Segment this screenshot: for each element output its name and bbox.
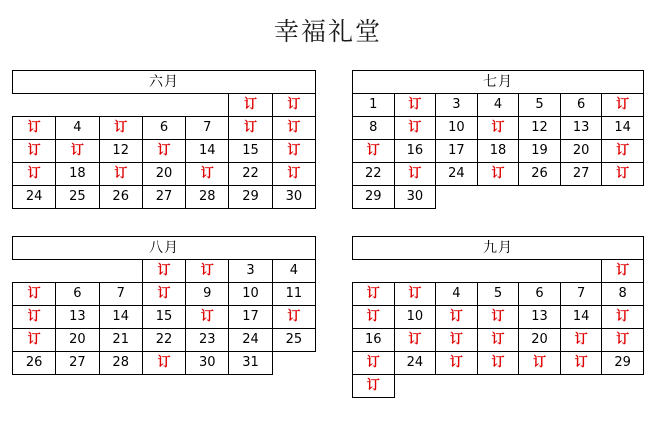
calendar-cell-booked[interactable]: 订 xyxy=(602,94,644,117)
calendar-cell-day[interactable]: 16 xyxy=(394,140,436,163)
calendar-cell-booked[interactable]: 订 xyxy=(186,260,229,283)
calendar-cell-booked[interactable]: 订 xyxy=(142,283,185,306)
calendar-week-row xyxy=(13,163,316,186)
calendar-cell-booked[interactable]: 订 xyxy=(477,117,519,140)
calendar-cell-day[interactable]: 22 xyxy=(229,163,272,186)
calendar-cell-day[interactable]: 11 xyxy=(272,283,315,306)
calendar-cell-day[interactable]: 29 xyxy=(602,352,644,375)
calendar-cell-day[interactable]: 4 xyxy=(436,283,478,306)
calendar-cell-day[interactable]: 24 xyxy=(394,352,436,375)
calendar-cell-day[interactable]: 29 xyxy=(229,186,272,209)
calendar-cell-day[interactable]: 10 xyxy=(394,306,436,329)
calendar-cell-blank xyxy=(436,260,478,283)
calendar-cell-blank xyxy=(477,260,519,283)
calendar-cell-booked[interactable]: 订 xyxy=(602,163,644,186)
calendar-cell-booked[interactable]: 订 xyxy=(272,163,315,186)
calendar-cell-day[interactable]: 23 xyxy=(186,329,229,352)
calendar-cell-booked[interactable]: 订 xyxy=(519,352,561,375)
calendar-cell-blank xyxy=(519,186,561,209)
calendar-week-row xyxy=(353,140,644,163)
calendar-cell-day[interactable]: 6 xyxy=(56,283,99,306)
calendar-cell-day[interactable]: 12 xyxy=(519,117,561,140)
calendar-cell-day[interactable]: 9 xyxy=(186,283,229,306)
calendar-cell-day[interactable]: 7 xyxy=(99,283,142,306)
calendar-june xyxy=(0,70,328,236)
calendar-cell-day[interactable]: 27 xyxy=(142,186,185,209)
calendar-cell-booked[interactable]: 订 xyxy=(436,329,478,352)
calendar-cell-day[interactable]: 13 xyxy=(56,306,99,329)
calendar-cell-day[interactable]: 24 xyxy=(229,329,272,352)
calendar-cell-day[interactable]: 6 xyxy=(560,94,602,117)
calendar-cell-day[interactable]: 30 xyxy=(186,352,229,375)
calendar-cell-blank xyxy=(436,186,478,209)
calendar-cell-booked[interactable]: 订 xyxy=(186,163,229,186)
calendar-cell-booked[interactable]: 订 xyxy=(602,329,644,352)
calendar-cell-day[interactable]: 3 xyxy=(436,94,478,117)
calendar-cell-day[interactable]: 28 xyxy=(99,352,142,375)
calendar-cell-blank xyxy=(394,375,436,398)
calendar-cell-day[interactable]: 22 xyxy=(142,329,185,352)
calendar-week-row xyxy=(13,352,316,375)
calendar-week-row xyxy=(353,163,644,186)
calendar-cell-booked[interactable]: 订 xyxy=(477,306,519,329)
month-label: 六月 xyxy=(13,71,316,94)
calendar-cell-booked[interactable]: 订 xyxy=(99,163,142,186)
calendar-cell-blank xyxy=(560,186,602,209)
calendar-july xyxy=(328,70,656,236)
calendar-cell-booked[interactable]: 订 xyxy=(477,163,519,186)
calendar-cell-booked[interactable]: 订 xyxy=(272,306,315,329)
calendar-cell-day[interactable]: 15 xyxy=(142,306,185,329)
calendar-cell-day[interactable]: 20 xyxy=(56,329,99,352)
calendar-cell-blank xyxy=(56,260,99,283)
calendar-cell-blank xyxy=(560,260,602,283)
calendar-cell-blank xyxy=(519,260,561,283)
calendar-header-row xyxy=(353,71,644,94)
calendar-cell-day[interactable]: 17 xyxy=(436,140,478,163)
calendar-cell-booked[interactable]: 订 xyxy=(142,260,185,283)
calendar-cell-day[interactable]: 13 xyxy=(560,117,602,140)
calendar-table xyxy=(352,70,644,209)
calendar-cell-blank xyxy=(13,260,56,283)
calendar-cell-day[interactable]: 14 xyxy=(186,140,229,163)
calendar-cell-booked[interactable]: 订 xyxy=(142,352,185,375)
calendar-grid xyxy=(0,70,656,398)
calendar-cell-day[interactable]: 22 xyxy=(353,163,395,186)
calendar-week-row xyxy=(13,329,316,352)
calendar-table xyxy=(12,70,316,209)
calendar-cell-blank xyxy=(394,260,436,283)
calendar-cell-day[interactable]: 24 xyxy=(436,163,478,186)
calendar-cell-blank xyxy=(142,94,185,117)
calendar-cell-blank xyxy=(477,375,519,398)
calendar-week-row xyxy=(353,306,644,329)
calendar-week-row xyxy=(353,375,644,398)
calendar-cell-day[interactable]: 18 xyxy=(56,163,99,186)
calendar-cell-day[interactable]: 16 xyxy=(353,329,395,352)
calendar-cell-day[interactable]: 8 xyxy=(353,117,395,140)
calendar-week-row xyxy=(13,186,316,209)
calendar-cell-day[interactable]: 7 xyxy=(186,117,229,140)
calendar-cell-day[interactable]: 15 xyxy=(229,140,272,163)
calendar-cell-booked[interactable]: 订 xyxy=(560,329,602,352)
calendar-cell-day[interactable]: 4 xyxy=(477,94,519,117)
calendar-week-row xyxy=(353,94,644,117)
calendar-cell-day[interactable]: 26 xyxy=(13,352,56,375)
calendar-cell-booked[interactable]: 订 xyxy=(13,163,56,186)
calendar-cell-day[interactable]: 14 xyxy=(602,117,644,140)
calendar-cell-blank xyxy=(56,94,99,117)
calendar-week-row xyxy=(13,94,316,117)
calendar-cell-blank xyxy=(436,375,478,398)
calendar-cell-blank xyxy=(477,186,519,209)
calendar-cell-booked[interactable]: 订 xyxy=(229,117,272,140)
calendar-cell-booked[interactable]: 订 xyxy=(13,306,56,329)
calendar-table xyxy=(352,236,644,398)
calendar-cell-booked[interactable]: 订 xyxy=(13,140,56,163)
calendar-week-row xyxy=(13,283,316,306)
calendar-week-row xyxy=(13,117,316,140)
calendar-cell-booked[interactable]: 订 xyxy=(394,329,436,352)
calendar-week-row xyxy=(353,283,644,306)
month-label: 九月 xyxy=(353,237,644,260)
calendar-cell-day[interactable]: 1 xyxy=(353,94,395,117)
calendar-week-row xyxy=(13,140,316,163)
calendar-cell-booked[interactable]: 订 xyxy=(272,140,315,163)
calendar-cell-booked[interactable]: 订 xyxy=(602,260,644,283)
calendar-cell-blank xyxy=(602,375,644,398)
calendar-cell-day[interactable]: 8 xyxy=(602,283,644,306)
calendar-cell-day[interactable]: 3 xyxy=(229,260,272,283)
calendar-week-row xyxy=(353,352,644,375)
calendar-week-row xyxy=(353,117,644,140)
calendar-cell-day[interactable]: 10 xyxy=(436,117,478,140)
calendar-cell-day[interactable]: 24 xyxy=(13,186,56,209)
calendar-cell-day[interactable]: 30 xyxy=(272,186,315,209)
calendar-cell-day[interactable]: 5 xyxy=(519,94,561,117)
calendar-cell-day[interactable]: 29 xyxy=(353,186,395,209)
calendar-cell-day[interactable]: 20 xyxy=(560,140,602,163)
calendar-cell-booked[interactable]: 订 xyxy=(13,117,56,140)
calendar-cell-blank xyxy=(519,375,561,398)
calendar-cell-day[interactable]: 28 xyxy=(186,186,229,209)
calendar-cell-day[interactable]: 31 xyxy=(229,352,272,375)
calendar-cell-blank xyxy=(602,186,644,209)
calendar-cell-day[interactable]: 25 xyxy=(272,329,315,352)
calendar-cell-day[interactable]: 6 xyxy=(142,117,185,140)
calendar-august xyxy=(0,236,328,398)
calendar-cell-day[interactable]: 13 xyxy=(519,306,561,329)
calendar-cell-day[interactable]: 4 xyxy=(56,117,99,140)
calendar-cell-booked[interactable]: 订 xyxy=(186,306,229,329)
calendar-header-row xyxy=(13,71,316,94)
calendar-cell-day[interactable]: 10 xyxy=(229,283,272,306)
calendar-cell-booked[interactable]: 订 xyxy=(99,117,142,140)
calendar-cell-blank xyxy=(272,352,315,375)
calendar-cell-booked[interactable]: 订 xyxy=(56,140,99,163)
calendar-cell-day[interactable]: 20 xyxy=(519,329,561,352)
calendar-cell-day[interactable]: 18 xyxy=(477,140,519,163)
calendar-cell-booked[interactable]: 订 xyxy=(394,283,436,306)
calendar-cell-blank xyxy=(99,260,142,283)
calendar-cell-booked[interactable]: 订 xyxy=(353,306,395,329)
calendar-cell-day[interactable]: 12 xyxy=(99,140,142,163)
calendar-cell-day[interactable]: 7 xyxy=(560,283,602,306)
calendar-header-row xyxy=(353,237,644,260)
calendar-header-row xyxy=(13,237,316,260)
calendar-cell-blank xyxy=(560,375,602,398)
calendar-cell-booked[interactable]: 订 xyxy=(272,117,315,140)
month-label: 七月 xyxy=(353,71,644,94)
calendar-cell-day[interactable]: 26 xyxy=(519,163,561,186)
calendar-cell-day[interactable]: 17 xyxy=(229,306,272,329)
calendar-cell-day[interactable]: 27 xyxy=(560,163,602,186)
page-title: 幸福礼堂 xyxy=(273,17,382,46)
calendar-cell-day[interactable]: 26 xyxy=(99,186,142,209)
calendar-cell-booked[interactable]: 订 xyxy=(13,283,56,306)
calendar-table xyxy=(12,236,316,375)
calendar-cell-booked[interactable]: 订 xyxy=(353,283,395,306)
calendar-cell-booked[interactable]: 订 xyxy=(272,94,315,117)
calendar-cell-day[interactable]: 14 xyxy=(560,306,602,329)
calendar-cell-day[interactable]: 20 xyxy=(142,163,185,186)
calendar-cell-booked[interactable]: 订 xyxy=(436,352,478,375)
calendar-cell-day[interactable]: 21 xyxy=(99,329,142,352)
calendar-cell-booked[interactable]: 订 xyxy=(229,94,272,117)
calendar-cell-day[interactable]: 25 xyxy=(56,186,99,209)
calendar-cell-day[interactable]: 27 xyxy=(56,352,99,375)
calendar-cell-booked[interactable]: 订 xyxy=(394,117,436,140)
calendar-cell-blank xyxy=(353,260,395,283)
calendar-cell-booked[interactable]: 订 xyxy=(142,140,185,163)
calendar-week-row xyxy=(13,260,316,283)
calendar-cell-booked[interactable]: 订 xyxy=(477,329,519,352)
calendar-week-row xyxy=(13,306,316,329)
calendar-cell-day[interactable]: 6 xyxy=(519,283,561,306)
calendar-cell-booked[interactable]: 订 xyxy=(477,352,519,375)
calendar-cell-booked[interactable]: 订 xyxy=(436,306,478,329)
calendar-cell-booked[interactable]: 订 xyxy=(560,352,602,375)
calendar-cell-booked[interactable]: 订 xyxy=(353,375,395,398)
calendar-cell-blank xyxy=(186,94,229,117)
calendar-september xyxy=(328,236,656,398)
calendar-week-row xyxy=(353,260,644,283)
month-label: 八月 xyxy=(13,237,316,260)
calendar-cell-day[interactable]: 14 xyxy=(99,306,142,329)
calendar-cell-booked[interactable]: 订 xyxy=(353,352,395,375)
calendar-cell-booked[interactable]: 订 xyxy=(394,94,436,117)
calendar-cell-blank xyxy=(13,94,56,117)
calendar-cell-blank xyxy=(99,94,142,117)
calendar-cell-day[interactable]: 19 xyxy=(519,140,561,163)
calendar-cell-day[interactable]: 4 xyxy=(272,260,315,283)
calendar-cell-booked[interactable]: 订 xyxy=(602,306,644,329)
calendar-week-row xyxy=(353,329,644,352)
calendar-cell-day[interactable]: 5 xyxy=(477,283,519,306)
calendar-cell-booked[interactable]: 订 xyxy=(13,329,56,352)
calendar-cell-booked[interactable]: 订 xyxy=(602,140,644,163)
calendar-cell-booked[interactable]: 订 xyxy=(394,163,436,186)
calendar-cell-day[interactable]: 30 xyxy=(394,186,436,209)
calendar-week-row xyxy=(353,186,644,209)
calendar-cell-booked[interactable]: 订 xyxy=(353,140,395,163)
